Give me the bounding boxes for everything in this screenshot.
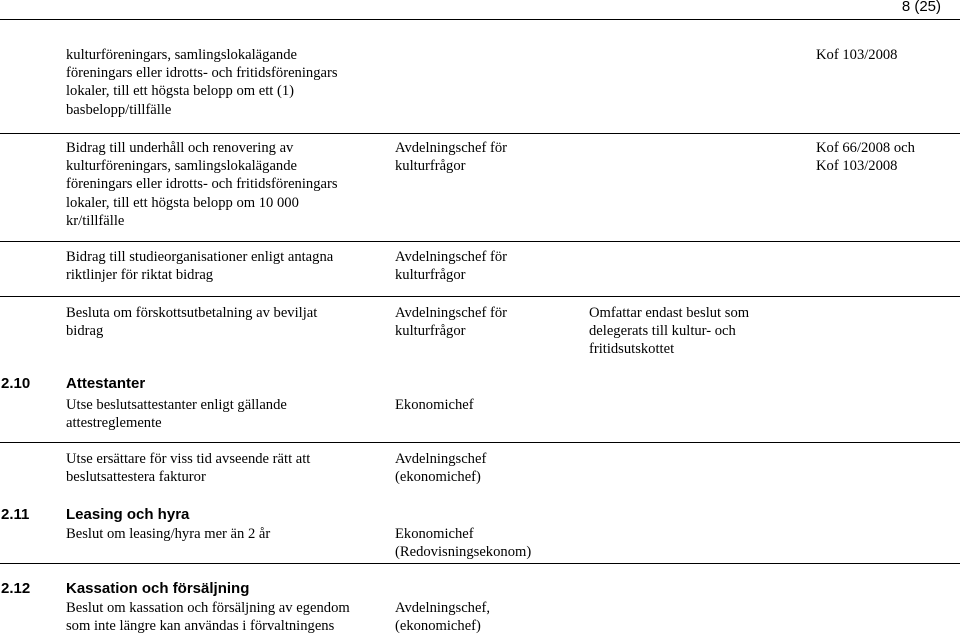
delegate-line: kulturfrågor [395,158,466,175]
delegate-cell [395,248,575,284]
activity-line: kr/tillfälle [66,212,125,229]
activity-line: Utse ersättare för viss tid avseende rätt att [66,451,311,467]
delegate-cell [395,139,575,175]
row-divider [0,442,960,443]
activity-cell [66,396,376,432]
delegate-cell [395,525,575,561]
activity-line: Beslut om kassation och försäljning av egendom [66,600,350,616]
delegate-line: (ekonomichef) [395,469,481,486]
row-divider [0,241,960,242]
activity-line: kulturföreningars, samlingslokalägande [66,158,298,175]
activity-line: föreningars eller idrotts- och fritidsföreningars [66,65,338,82]
delegate-cell [395,599,575,635]
activity-line: som inte längre kan användas i förvaltningens [66,618,335,635]
activity-line: bidrag [66,323,104,340]
activity-cell [66,450,376,486]
delegate-cell [395,450,575,486]
activity-line: basbelopp/tillfälle [66,101,172,118]
delegate-line: kulturfrågor [395,323,466,340]
page-number: 8 (25) [901,0,941,15]
section-number: 2.12 [1,580,31,597]
reference-cell [816,139,956,175]
row-divider [0,563,960,564]
section-number: 2.10 [1,375,31,392]
reference-line: Kof 66/2008 och [816,140,915,156]
delegate-line: (Redovisningsekonom) [395,544,532,561]
activity-line: Bidrag till underhåll och renovering av [66,140,294,156]
section-title: Leasing och hyra [66,506,190,523]
section-number: 2.11 [1,506,30,523]
delegate-line: Avdelningschef för [395,305,507,321]
activity-line: beslutsattestera fakturor [66,469,206,486]
delegate-line: Ekonomichef [395,397,474,413]
row-divider [0,296,960,297]
delegate-line: Avdelningschef, [395,600,490,616]
activity-line: lokaler, till ett högsta belopp om ett (1) [66,83,294,100]
delegate-line: Avdelningschef för [395,140,507,156]
activity-line: lokaler, till ett högsta belopp om 10 000 [66,194,299,211]
activity-cell [66,304,376,340]
delegate-line: Avdelningschef för [395,249,507,265]
activity-cell [66,599,376,635]
delegate-cell [395,396,575,414]
delegate-line: Avdelningschef [395,451,487,467]
activity-line: Beslut om leasing/hyra mer än 2 år [66,526,271,542]
delegate-line: Ekonomichef [395,526,474,542]
note-line: Omfattar endast beslut som [589,305,750,321]
reference-line: Kof 103/2008 [816,158,898,175]
activity-line: föreningars eller idrotts- och fritidsföreningars [66,176,338,193]
activity-line: Bidrag till studieorganisationer enligt antagna [66,249,334,265]
activity-line: attestreglemente [66,415,162,432]
delegate-cell [395,304,575,340]
activity-cell [66,46,376,119]
row-divider [0,133,960,134]
note-line: delegerats till kultur- och [589,323,736,340]
section-title: Attestanter [66,375,146,392]
activity-cell [66,139,376,230]
delegate-line: kulturfrågor [395,267,466,284]
activity-line: kulturföreningars, samlingslokalägande [66,47,298,63]
reference-line: Kof 103/2008 [816,47,898,63]
activity-cell [66,248,376,284]
note-cell [589,304,789,359]
delegate-line: (ekonomichef) [395,618,481,635]
note-line: fritidsutskottet [589,341,675,358]
section-title: Kassation och försäljning [66,580,250,597]
reference-cell [816,46,956,64]
top-rule [0,19,960,20]
activity-line: riktlinjer för riktat bidrag [66,267,214,284]
activity-cell [66,525,376,543]
activity-line: Utse beslutsattestanter enligt gällande [66,397,287,413]
activity-line: Besluta om förskottsutbetalning av beviljat [66,305,318,321]
